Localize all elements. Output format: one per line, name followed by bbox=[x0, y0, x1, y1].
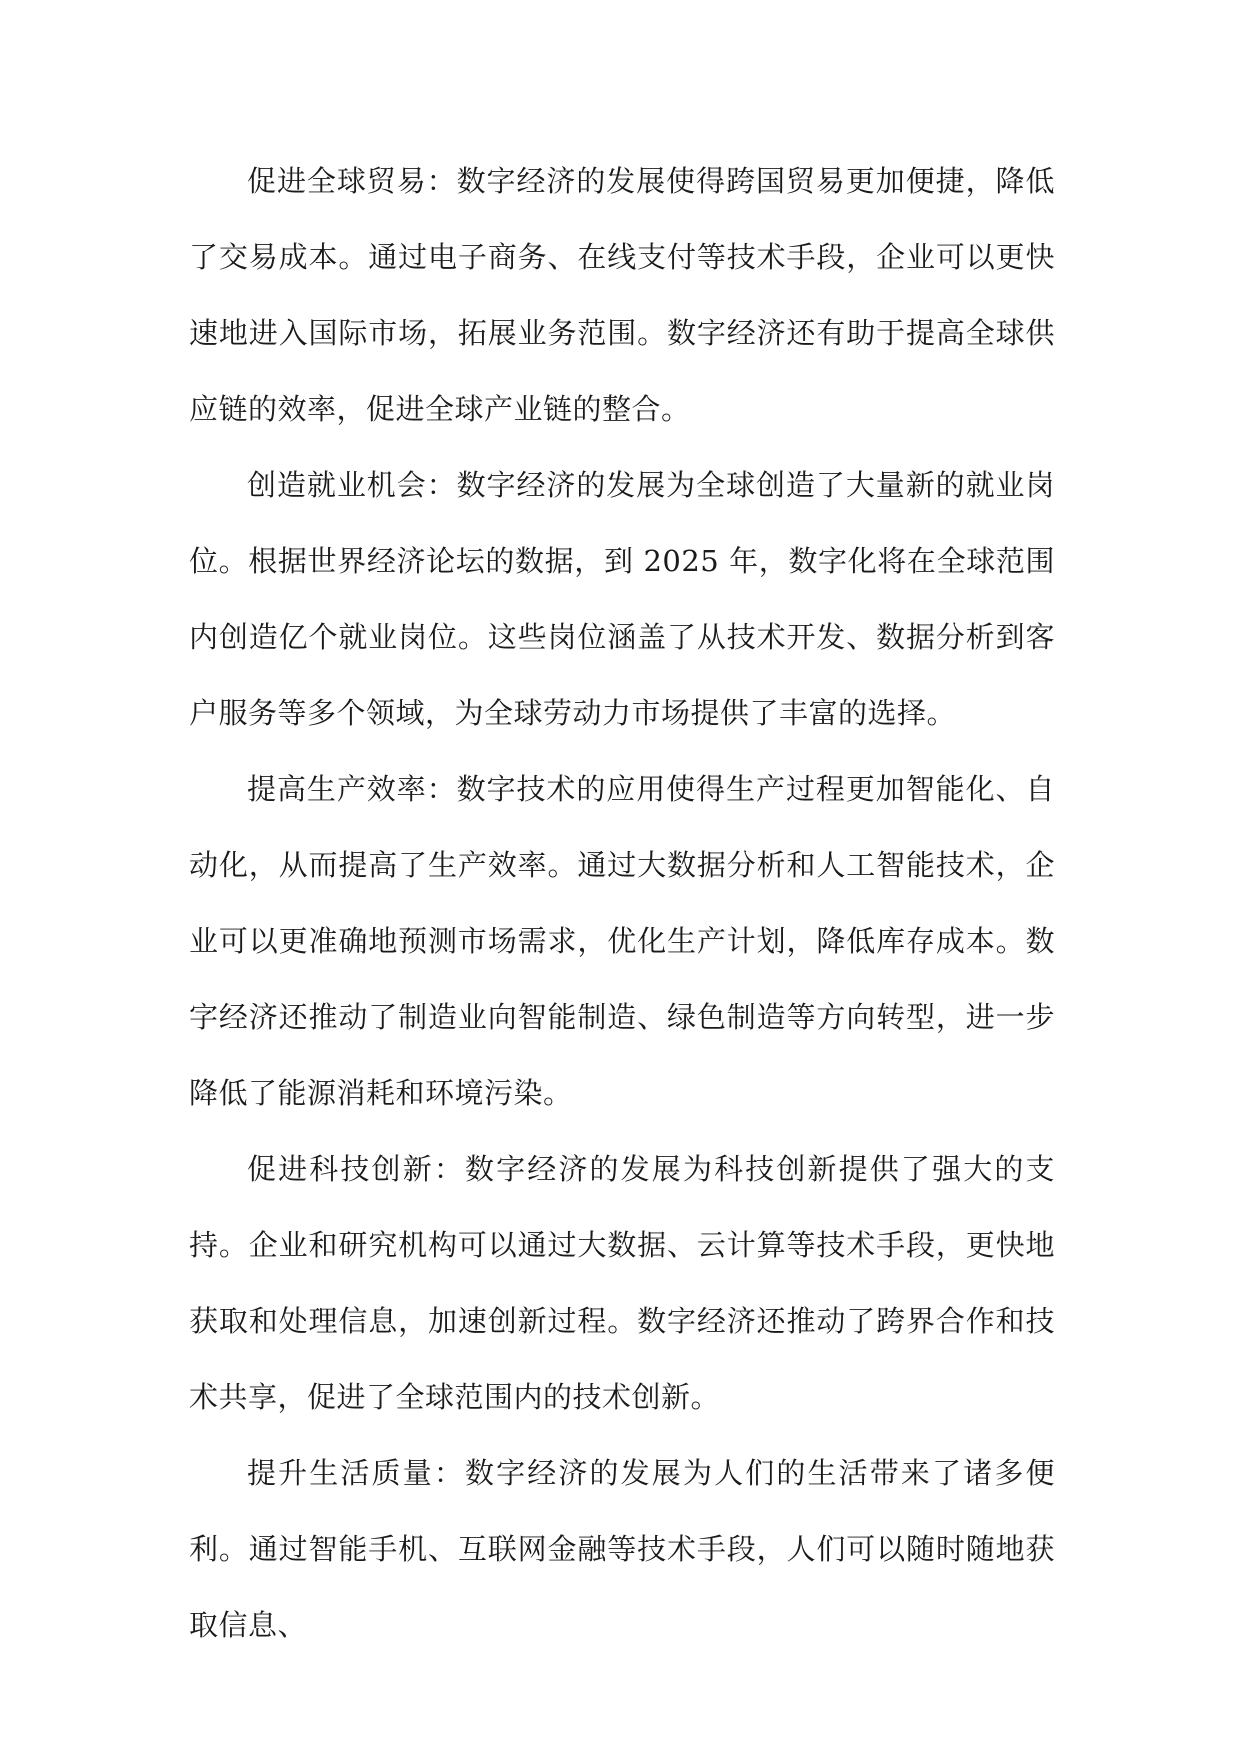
paragraph-quality-of-life: 提升生活质量：数字经济的发展为人们的生活带来了诸多便利。通过智能手机、互联网金融等技术手段，人们可以随时随地获取信息、 bbox=[189, 1456, 1055, 1642]
paragraph-employment: 创造就业机会：数字经济的发展为全球创造了大量新的就业岗位。根据世界经济论坛的数据，到 2025 年，数字化将在全球范围内创造亿个就业岗位。这些岗位涵盖了从技术开发、数据分析到客户服务等多个领域，为全球劳动力市场提供了丰富的选择。 bbox=[189, 468, 1055, 730]
document-body bbox=[189, 143, 1055, 1663]
paragraph-productivity: 提高生产效率：数字技术的应用使得生产过程更加智能化、自动化，从而提高了生产效率。通过大数据分析和人工智能技术，企业可以更准确地预测市场需求，优化生产计划，降低库存成本。数字经济还推动了制造业向智能制造、绿色制造等方向转型，进一步降低了能源消耗和环境污染。 bbox=[189, 772, 1055, 1110]
paragraph-innovation: 促进科技创新：数字经济的发展为科技创新提供了强大的支持。企业和研究机构可以通过大数据、云计算等技术手段，更快地获取和处理信息，加速创新过程。数字经济还推动了跨界合作和技术共享，促进了全球范围内的技术创新。 bbox=[189, 1152, 1055, 1414]
paragraph-global-trade: 促进全球贸易：数字经济的发展使得跨国贸易更加便捷，降低了交易成本。通过电子商务、在线支付等技术手段，企业可以更快速地进入国际市场，拓展业务范围。数字经济还有助于提高全球供应链的效率，促进全球产业链的整合。 bbox=[189, 164, 1055, 426]
